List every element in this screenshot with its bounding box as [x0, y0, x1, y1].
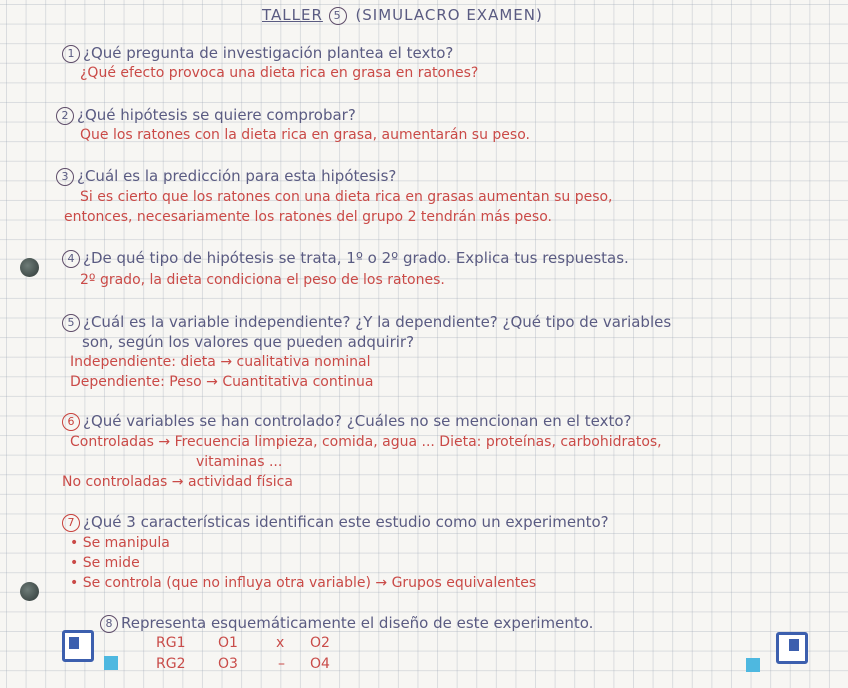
answer-7-line-2: • Se mide	[70, 555, 140, 571]
question-number: 4	[62, 250, 80, 268]
table-cell: RG1	[156, 635, 186, 651]
question-number: 5	[62, 314, 80, 332]
title-subtitle: (SIMULACRO EXAMEN)	[355, 6, 543, 24]
question-text: Representa esquemáticamente el diseño de este experimento.	[121, 614, 594, 632]
question-text: ¿Cuál es la predicción para esta hipótesis?	[77, 167, 397, 185]
question-number: 8	[100, 615, 118, 633]
table-cell: O4	[310, 656, 330, 672]
table-cell: RG2	[156, 656, 186, 672]
corner-marker-icon	[776, 632, 808, 664]
question-7	[62, 513, 609, 532]
table-cell: O3	[218, 656, 238, 672]
title-label: TALLER	[262, 6, 323, 24]
title-number: 5	[329, 7, 347, 25]
question-text: ¿De qué tipo de hipótesis se trata, 1º o 2º grado. Explica tus respuestas.	[83, 249, 629, 267]
question-6	[62, 412, 631, 431]
answer-4: 2º grado, la dieta condiciona el peso de los ratones.	[80, 272, 445, 288]
answer-7-line-1: • Se manipula	[70, 535, 170, 551]
answer-6-line-3: No controladas → actividad física	[62, 474, 293, 490]
question-5	[62, 313, 671, 332]
answer-5-line-2: Dependiente: Peso → Cuantitativa continua	[70, 374, 374, 390]
question-4	[62, 249, 629, 268]
question-text: ¿Cuál es la variable independiente? ¿Y la dependiente? ¿Qué tipo de variables	[83, 313, 672, 331]
question-5-line-2: son, según los valores que pueden adquirir?	[82, 333, 415, 351]
binder-hole	[20, 582, 39, 601]
page-title	[262, 6, 543, 25]
question-2	[56, 106, 356, 125]
answer-6-line-1: Controladas → Frecuencia limpieza, comida, agua ... Dieta: proteínas, carbohidratos,	[70, 434, 662, 450]
blue-square-marker	[746, 658, 760, 672]
question-1	[62, 44, 453, 63]
question-number: 1	[62, 45, 80, 63]
blue-square-marker	[104, 656, 118, 670]
question-text: ¿Qué hipótesis se quiere comprobar?	[77, 106, 356, 124]
answer-1: ¿Qué efecto provoca una dieta rica en grasa en ratones?	[80, 65, 479, 81]
answer-5-line-1: Independiente: dieta → cualitativa nominal	[70, 354, 371, 370]
question-8	[100, 614, 593, 633]
answer-3-line-1: Si es cierto que los ratones con una dieta rica en grasas aumentan su peso,	[80, 189, 613, 205]
question-3	[56, 167, 396, 186]
question-text: ¿Qué 3 características identifican este estudio como un experimento?	[83, 513, 609, 531]
question-number: 6	[62, 413, 80, 431]
table-cell: O1	[218, 635, 238, 651]
question-number: 2	[56, 107, 74, 125]
table-cell: O2	[310, 635, 330, 651]
question-number: 3	[56, 168, 74, 186]
answer-2: Que los ratones con la dieta rica en grasa, aumentarán su peso.	[80, 127, 530, 143]
question-text: ¿Qué variables se han controlado? ¿Cuáles no se mencionan en el texto?	[83, 412, 632, 430]
binder-hole	[20, 258, 39, 277]
answer-7-line-3: • Se controla (que no influya otra variable) → Grupos equivalentes	[70, 575, 537, 591]
table-cell: x	[276, 635, 285, 651]
answer-3-line-2: entonces, necesariamente los ratones del grupo 2 tendrán más peso.	[64, 209, 552, 225]
table-cell: –	[278, 656, 285, 672]
answer-6-line-2: vitaminas ...	[196, 454, 283, 470]
corner-marker-icon	[62, 630, 94, 662]
question-text: ¿Qué pregunta de investigación plantea el texto?	[83, 44, 454, 62]
question-number: 7	[62, 514, 80, 532]
